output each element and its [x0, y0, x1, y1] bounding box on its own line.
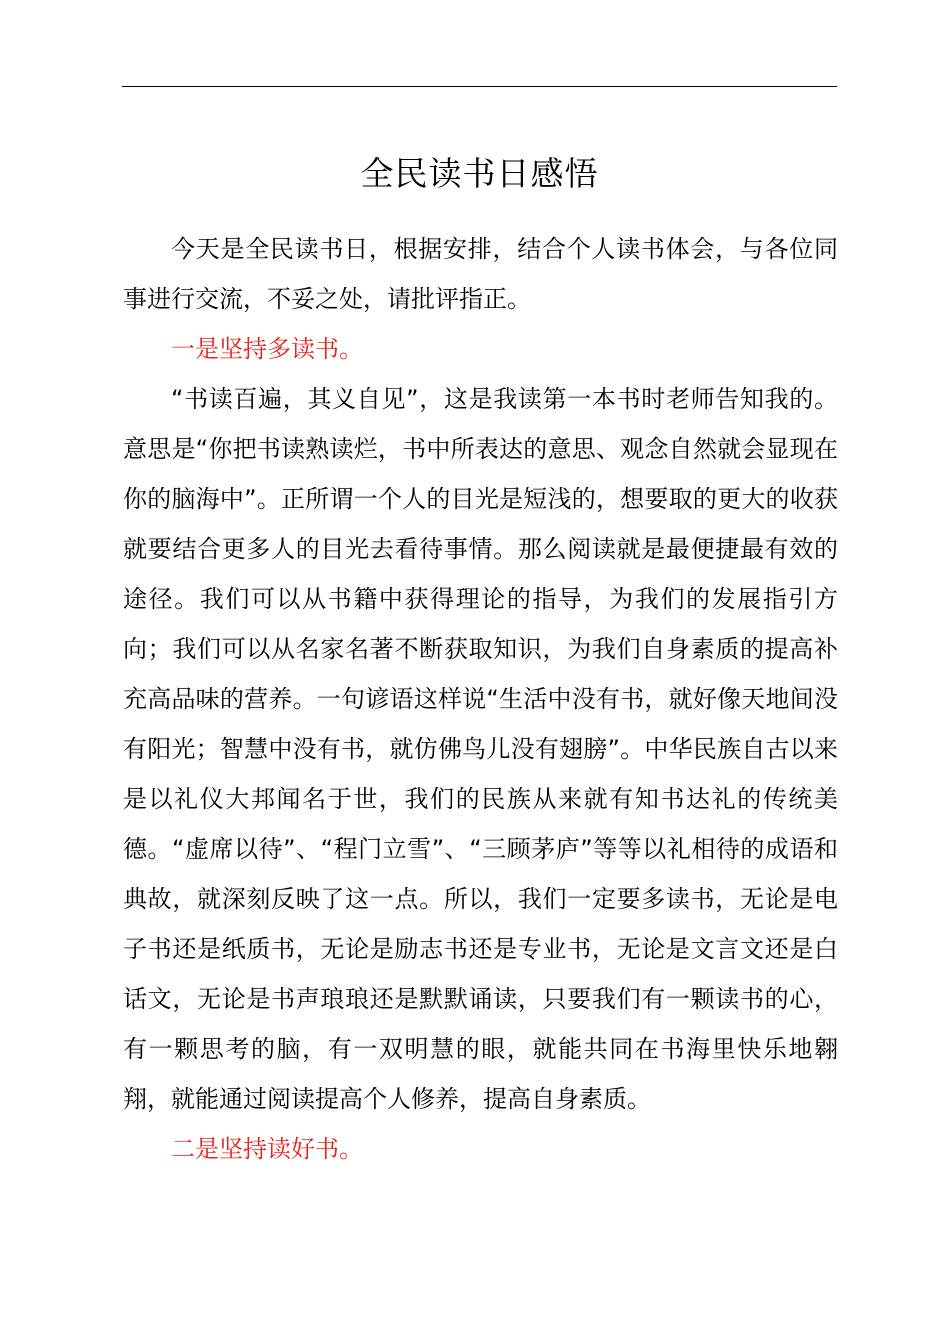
body-paragraph: “书读百遍，其义自见”，这是我读第一本书时老师告知我的。意思是“你把书读熟读烂，书中所表达的意思、观念自然就会显现在你的脑海中”。正所谓一个人的目光是短浅的，想要取的更大的收获就要结合更多人的目光去看待事情。那么阅读就是最便捷最有效的途径。我们可以从书籍中获得理论的指导，为我们的发展指引方向；我们可以从名家名著不断获取知识，为我们自身素质的提高补充高品味的营养。一句谚语这样说“生活中没有书，就好像天地间没有阳光；智慧中没有书，就仿佛鸟儿没有翅膀”。中华民族自古以来是以礼仪大邦闻名于世，我们的民族从来就有知书达礼的传统美德。“虚席以待”、“程门立雪”、“三顾茅庐”等等以礼相待的成语和典故，就深刻反映了这一点。所以，我们一定要多读书，无论是电子书还是纸质书，无论是励志书还是专业书，无论是文言文还是白话文，无论是书声琅琅还是默默诵读，只要我们有一颗读书的心，有一颗思考的脑，有一双明慧的眼，就能共同在书海里快乐地翱翔，就能通过阅读提高个人修养，提高自身素质。 — [123, 385, 838, 1113]
document-body — [123, 224, 838, 1174]
section-heading-1: 一是坚持多读书。 — [171, 335, 363, 363]
document-title: 全民读书日感悟 — [360, 154, 599, 193]
intro-paragraph: 今天是全民读书日，根据安排，结合个人读书体会，与各位同事进行交流，不妥之处，请批评指正。 — [123, 235, 838, 313]
section-heading-2: 二是坚持读好书。 — [171, 1135, 363, 1163]
header-rule — [122, 86, 837, 87]
